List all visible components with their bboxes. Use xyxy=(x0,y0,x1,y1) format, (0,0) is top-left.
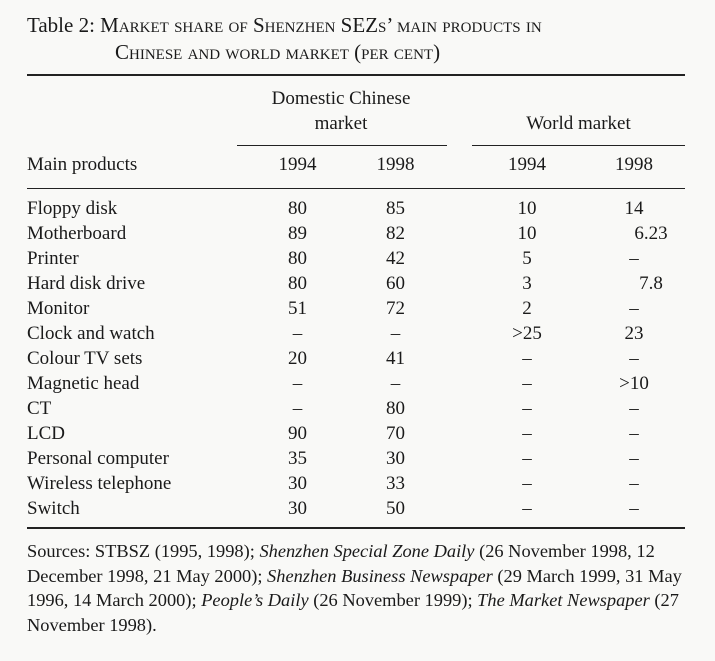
table-title-line-1: Market share of Shenzhen SEZs’ main products in xyxy=(100,13,542,37)
source-market-newspaper: The Market Newspaper xyxy=(477,590,650,610)
domestic-1994-value: 90 xyxy=(288,423,307,444)
table-row xyxy=(0,398,715,423)
domestic-1994-value: 30 xyxy=(288,498,307,519)
column-header-products: Main products xyxy=(27,154,138,175)
group-header-world: World market xyxy=(526,113,631,134)
column-header-world-1994: 1994 xyxy=(508,154,546,175)
product-name: Monitor xyxy=(27,298,90,319)
world-1994-value: – xyxy=(522,498,532,519)
column-header-domestic-1998: 1998 xyxy=(376,154,415,175)
sources-text-5: (29 March 1999, 31 May 1996, 14 March 2000); xyxy=(27,565,682,610)
domestic-1994-value: 89 xyxy=(288,223,307,244)
world-1998-value: – xyxy=(629,348,639,369)
world-1998-value: – xyxy=(629,498,639,519)
table-row xyxy=(0,373,715,398)
world-1994-value: 10 xyxy=(517,198,537,219)
domestic-1998-value: 33 xyxy=(386,473,405,494)
source-peoples-daily: People’s Daily xyxy=(201,590,309,610)
domestic-1998-value: 85 xyxy=(386,198,405,219)
table-row xyxy=(0,348,715,373)
sources-text-3: (26 November 1998, 12 December 1998, 21 May 2000); xyxy=(27,541,655,586)
domestic-1994-value: – xyxy=(292,398,303,419)
product-name: Motherboard xyxy=(27,223,127,244)
product-name: LCD xyxy=(27,423,65,444)
header-rule xyxy=(27,188,685,189)
world-1998-value: 7.8 xyxy=(639,273,663,294)
world-1994-value: 10 xyxy=(517,223,537,244)
domestic-1994-value: – xyxy=(292,323,303,344)
source-shenzhen-special-zone-daily: Shenzhen Special Zone Daily xyxy=(259,541,475,561)
domestic-group-rule xyxy=(237,145,447,146)
world-1998-value: – xyxy=(629,473,639,494)
world-1994-value: – xyxy=(522,448,532,469)
world-group-rule xyxy=(472,145,685,146)
table-row xyxy=(0,223,715,248)
domestic-1998-value: 50 xyxy=(386,498,405,519)
world-1998-value: – xyxy=(629,298,639,319)
domestic-1994-value: 80 xyxy=(288,248,307,269)
world-1998-value: >10 xyxy=(619,373,649,394)
table-row xyxy=(0,248,715,273)
product-name: Clock and watch xyxy=(27,323,155,344)
sources-text-7: (26 November 1999); xyxy=(308,590,478,610)
world-1998-value: 14 xyxy=(624,198,644,219)
table-row xyxy=(0,423,715,448)
table-row xyxy=(0,198,715,223)
domestic-1998-value: 70 xyxy=(386,423,405,444)
group-header-domestic-line-2: market xyxy=(314,113,368,134)
domestic-1998-value: – xyxy=(390,323,401,344)
domestic-1998-value: – xyxy=(390,373,401,394)
world-1998-value: 23 xyxy=(624,323,644,344)
world-1998-value: – xyxy=(629,248,639,269)
world-1994-value: 5 xyxy=(522,248,532,269)
domestic-1998-value: 80 xyxy=(386,398,405,419)
world-1994-value: – xyxy=(522,373,532,394)
domestic-1994-value: 80 xyxy=(288,198,307,219)
column-header-world-1998: 1998 xyxy=(615,154,653,175)
world-1994-value: – xyxy=(522,398,532,419)
table-row xyxy=(0,298,715,323)
world-1994-value: 3 xyxy=(522,273,532,294)
source-shenzhen-business-newspaper: Shenzhen Business Newspaper xyxy=(267,565,493,586)
table-row xyxy=(0,323,715,348)
table-row xyxy=(0,448,715,473)
table-number: Table 2: xyxy=(27,13,95,37)
product-name: CT xyxy=(27,398,52,419)
domestic-1994-value: 30 xyxy=(288,473,307,494)
domestic-1998-value: 60 xyxy=(386,273,405,294)
domestic-1994-value: 51 xyxy=(288,298,307,319)
product-name: Magnetic head xyxy=(27,373,140,394)
domestic-1998-value: 41 xyxy=(386,348,405,369)
domestic-1994-value: 20 xyxy=(288,348,307,369)
table-title-line-2: Chinese and world market (per cent) xyxy=(115,40,441,64)
sources-text-1: Sources: STBSZ (1995, 1998); xyxy=(27,541,260,561)
world-1994-value: – xyxy=(522,423,532,444)
group-header-domestic xyxy=(235,86,447,136)
world-1994-value: – xyxy=(522,473,532,494)
table-row xyxy=(0,273,715,298)
column-header-domestic-1994: 1994 xyxy=(278,154,317,175)
world-1994-value: 2 xyxy=(522,298,532,319)
product-name: Switch xyxy=(27,498,80,519)
bottom-rule xyxy=(27,527,685,529)
product-name: Colour TV sets xyxy=(27,348,143,369)
domestic-1998-value: 42 xyxy=(386,248,405,269)
world-1994-value: – xyxy=(522,348,532,369)
domestic-1998-value: 30 xyxy=(386,448,405,469)
table-title xyxy=(27,12,697,66)
group-header-domestic-line-1: Domestic Chinese xyxy=(271,88,411,109)
sources-note xyxy=(27,539,697,637)
world-1998-value: – xyxy=(629,398,639,419)
world-1998-value: – xyxy=(629,423,639,444)
domestic-1998-value: 72 xyxy=(386,298,405,319)
domestic-1994-value: 35 xyxy=(288,448,307,469)
sources-text-9: (27 November 1998). xyxy=(27,590,679,635)
product-name: Wireless telephone xyxy=(27,473,172,494)
domestic-1994-value: 80 xyxy=(288,273,307,294)
world-1998-value: 6.23 xyxy=(634,223,668,244)
world-1998-value: – xyxy=(629,448,639,469)
world-1994-value: >25 xyxy=(512,323,542,344)
product-name: Personal computer xyxy=(27,448,169,469)
table-row xyxy=(0,498,715,523)
domestic-1994-value: – xyxy=(292,373,303,394)
top-rule xyxy=(27,74,685,76)
product-name: Floppy disk xyxy=(27,198,118,219)
product-name: Hard disk drive xyxy=(27,273,146,294)
domestic-1998-value: 82 xyxy=(386,223,405,244)
table-row xyxy=(0,473,715,498)
product-name: Printer xyxy=(27,248,79,269)
